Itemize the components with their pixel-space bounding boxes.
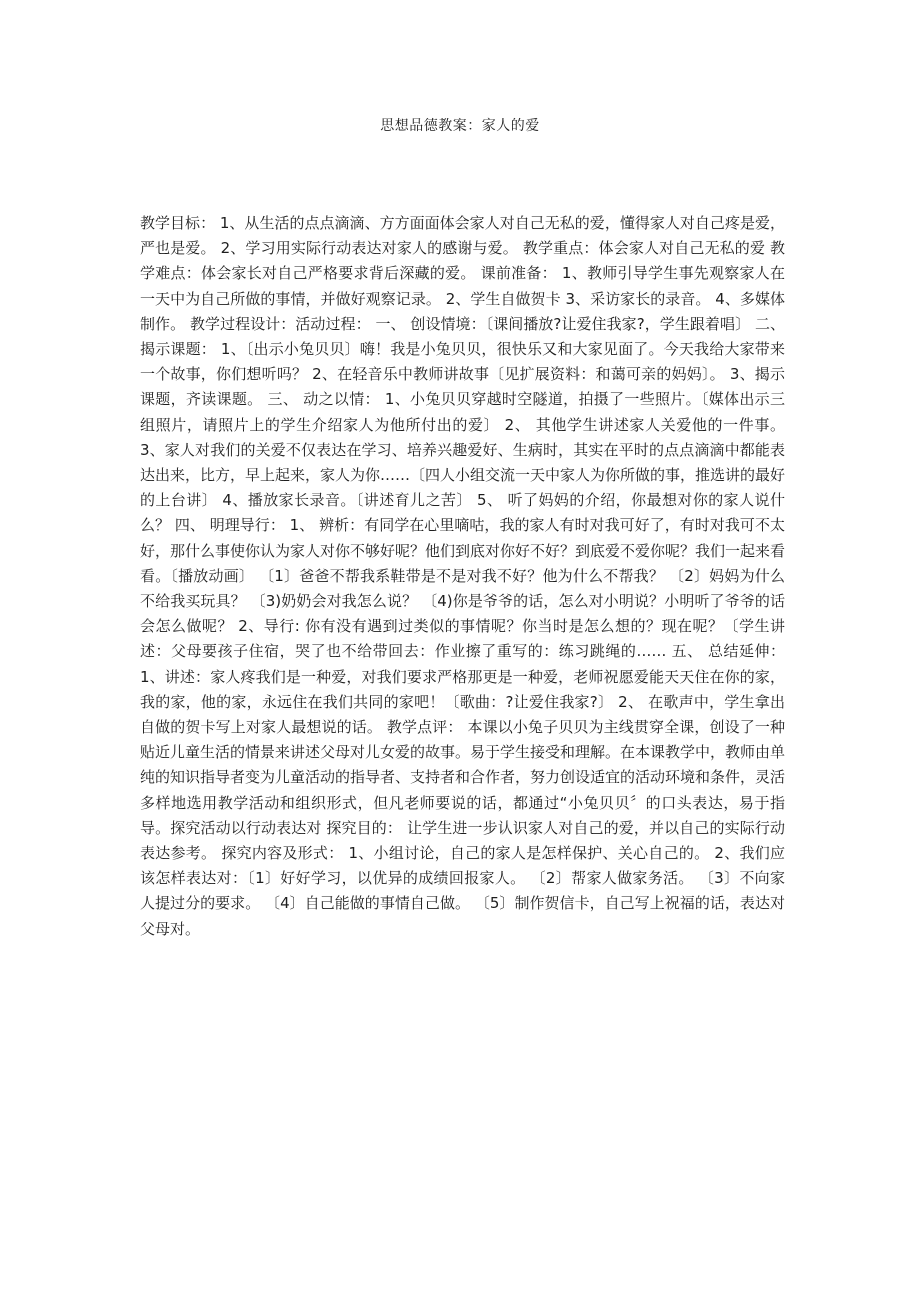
document-body: 教学目标： 1、从生活的点点滴滴、方方面面体会家人对自己无私的爱，懂得家人对自己疼是爱，严也是爱。 2、学习用实际行动表达对家人的感谢与爱。 教学重点：体会家人对自己无私的爱 教学难点：体会家长对自己严格要求背后深藏的爱。 课前准备： 1、教师引导学生事先观察家人在一天中为自己所做的事情，并做好观察记录。 2、学生自做贺卡 3、采访家长的录音。 4、多媒体制作。 教学过程设计：活动过程： 一、 创设情境：〔课间播放?让爱住我家?，学生跟着唱〕 二、 揭示课题： 1、〔出示小兔贝贝〕嗨！我是小兔贝贝，很快乐又和大家见面了。今天我给大家带来一个故事，你们想听吗？ 2、在轻音乐中教师讲故事〔见扩展资料：和蔼可亲的妈妈〕。 3、揭示课题，齐读课题。 三、 动之以情： 1、小兔贝贝穿越时空隧道，拍摄了一些照片。〔媒体出示三组照片，请照片上的学生介绍家人为他所付出的爱〕 2、 其他学生讲述家人关爱他的一件事。 3、家人对我们的关爱不仅表达在学习、培养兴趣爱好、生病时，其实在平时的点点滴滴中都能表达出来，比方，早上起来，家人为你……〔四人小组交流一天中家人为你所做的事，推选讲的最好的上台讲〕 4、播放家长录音。〔讲述育儿之苦〕 5、 听了妈妈的介绍，你最想对你的家人说什么？ 四、 明理导行： 1、 辨析：有同学在心里嘀咕，我的家人有时对我可好了，有时对我可不太好，那什么事使你认为家人对你不够好呢？他们到底对你好不好？到底爱不爱你呢？我们一起来看看。〔播放动画〕 〔1〕爸爸不帮我系鞋带是不是对我不好？他为什么不帮我？ 〔2〕妈妈为什么不给我买玩具？ 〔3)奶奶会对我怎么说？ 〔4)你是爷爷的话，怎么对小明说？小明听了爷爷的话会怎么做呢？ 2、导行: 你有没有遇到过类似的事情呢？你当时是怎么想的？现在呢？〔学生讲述：父母要孩子住宿，哭了也不给带回去：作业擦了重写的：练习跳绳的…… 五、 总结延伸： 1、讲述：家人疼我们是一种爱，对我们要求严格那更是一种爱，老师祝愿爱能天天住在你的家，我的家，他的家，永远住在我们共同的家吧！〔歌曲：?让爱住我家?〕 2、 在歌声中，学生拿出自做的贺卡写上对家人最想说的话。 教学点评： 本课以小兔子贝贝为主线贯穿全课，创设了一种贴近儿童生活的情景来讲述父母对儿女爱的故事。易于学生接受和理解。在本课教学中，教师由单纯的知识指导者变为儿童活动的指导者、支持者和合作者，努力创设适宜的活动环境和条件，灵活多样地选用教学活动和组织形式，但凡老师要说的话，都通过“小兔贝贝〞的口头表达，易于指导。探究活动以行动表达对 探究目的： 让学生进一步认识家人对自己的爱，并以自己的实际行动表达参考。 探究内容及形式： 1、小组讨论，自己的家人是怎样保护、关心自己的。 2、我们应该怎样表达对：〔1〕好好学习，以优异的成绩回报家人。 〔2〕帮家人做家务活。 〔3〕不向家人提过分的要求。 〔4〕自己能做的事情自己做。 〔5〕制作贺信卡，自己写上祝福的话，表达对父母对。 bbox=[140, 214, 786, 938]
document-title: 思想品德教案：家人的爱 bbox=[380, 118, 540, 134]
